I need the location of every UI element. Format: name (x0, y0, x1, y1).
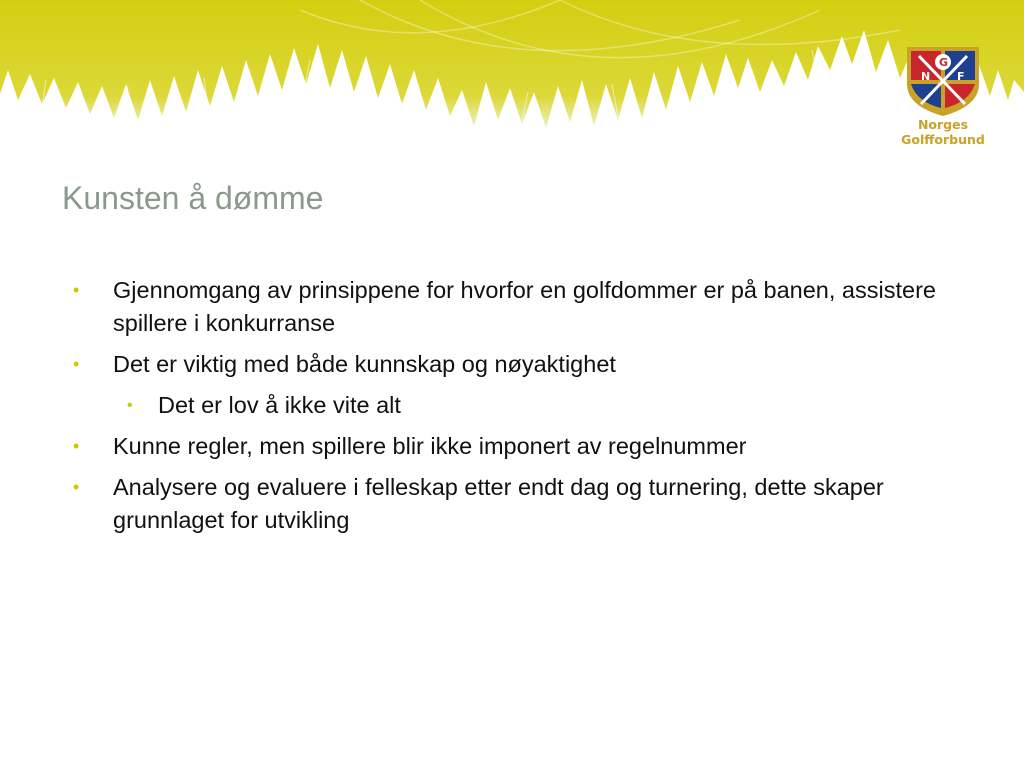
sub-bullet-item (70, 389, 970, 422)
bullet-item (70, 274, 970, 340)
slide-title: Kunsten å dømme (62, 180, 324, 216)
bullet-dot-icon: • (73, 436, 80, 456)
grass-header-background (0, 0, 1024, 150)
bullet-dot-icon: • (73, 280, 80, 300)
bullet-dot-icon: • (127, 397, 133, 414)
logo-text-norges: Norges (917, 117, 969, 132)
bullet-text: Kunne regler, men spillere blir ikke imponert av regelnummer (113, 433, 747, 459)
bullet-dot-icon: • (73, 354, 80, 374)
norges-golfforbund-logo (893, 44, 993, 152)
bullet-text: Analysere og evaluere i felleskap etter endt dag og turnering, dette skaper grunnlaget for utvikling (113, 474, 884, 533)
bullet-list (70, 274, 970, 545)
bullet-item (70, 348, 970, 381)
logo-text-golfforbund: Golfforbund (901, 132, 985, 147)
bullet-dot-icon: • (73, 477, 80, 497)
logo-letter-g: G (939, 56, 949, 69)
logo-letter-n: N (921, 70, 931, 83)
bullet-text: Det er viktig med både kunnskap og nøyaktighet (113, 351, 616, 377)
logo-letter-f: F (957, 70, 965, 83)
bullet-item (70, 430, 970, 463)
bullet-item (70, 471, 970, 537)
bullet-text: Det er lov å ikke vite alt (158, 392, 401, 418)
bullet-text: Gjennomgang av prinsippene for hvorfor en golfdommer er på banen, assistere spillere i konkurranse (113, 277, 936, 336)
